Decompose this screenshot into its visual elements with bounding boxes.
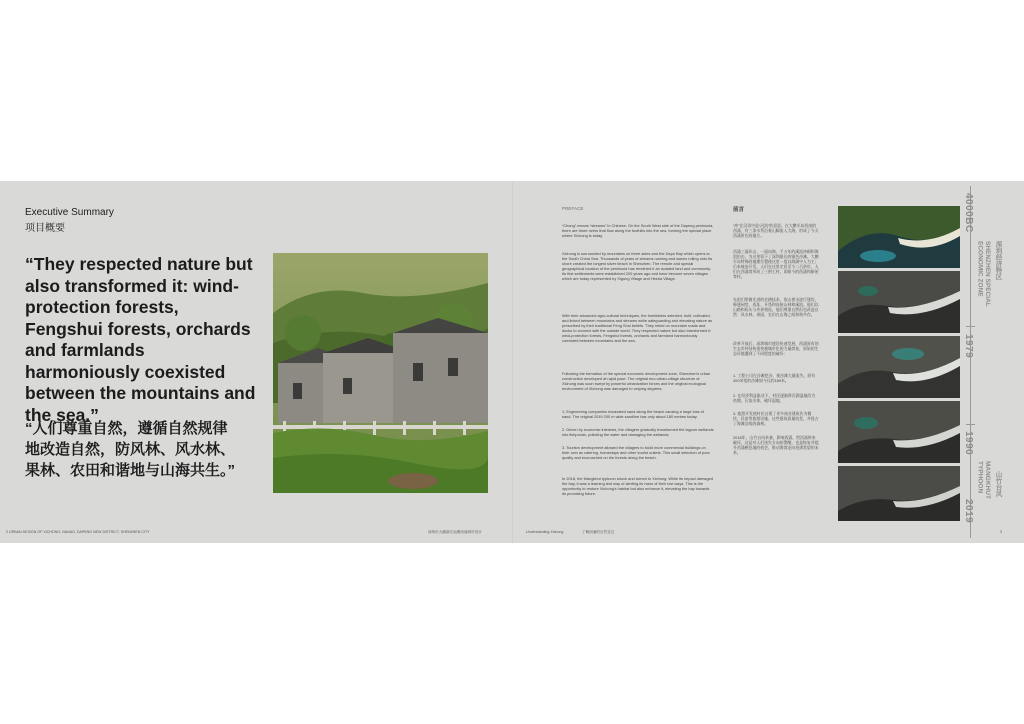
footer-left-page-cn: 深圳市大鹏新区南澳西涌城市设计 xyxy=(428,530,482,534)
satellite-image-3 xyxy=(838,336,960,398)
timeline-label-typhoon-cn: 山竹台风 xyxy=(994,471,1002,497)
timeline-year-2019: 2019 xyxy=(963,499,974,524)
timeline-tick-1990 xyxy=(966,424,975,425)
preface-para-3: With their advanced agro-cultural techniques, the forefathers selected, built, cultivated, and linked between mountains and streams while safeguarding and elevating nature as prescribed by their traditional Feng Shui beliefs. They relied on mountain roads and docks to connect with the outside world. They respected nature but also transformed it: wind-protection forests, Fengshui forests, orchards and farmland harmoniously coexisted between mountains and the sea. xyxy=(562,313,713,344)
preface-para-1: “Chong” means “streams” in Chinese. On the South West side of the Dapeng peninsula, there are three rivers that flow along the foothills into the sea, forming the special place where Xichong is today. xyxy=(562,223,714,239)
page-number: 3 xyxy=(1000,530,1002,534)
satellite-image-5 xyxy=(838,466,960,521)
preface-cn-list-1: 1. 工程公司在沙滩挖沙，使沙滩大量流失，原有200米宽的沙滩如今仅约180米。 xyxy=(733,373,816,384)
timeline-year-4000bc: 4000BC xyxy=(963,193,974,233)
preface-cn-para-3: 先祖们掌握先进的农耕技术，依山傍水进行建设，修建祠堂，选址、开垦和连接山林和溪流。他们以山路和码头与外界相连。他们尊重自然但也改造自然：风水林、果园、农田在山海之间和谐共存。 xyxy=(733,297,819,318)
footer-right-page-cn: 了解西涌的自然变迁 xyxy=(582,530,615,534)
timeline-label-typhoon: MANGKHUT TYPHOON xyxy=(976,461,991,499)
timeline-year-1990: 1990 xyxy=(963,431,974,456)
preface-list-3: 3. Tourism development allowed the villagers to build more commercial buildings on their own as catering, homestays and other tourist outlets. This small selection of poor quality and encroached on the forests along the beach. xyxy=(562,445,710,461)
preface-label: PREFACE xyxy=(562,206,584,211)
preface-cn-para-last: 2018年，山竹台风来袭，影响西涌，给西涌带来破坏，这是对人们迷失方向的警醒，也是恢复并提升西涌栖息地的机会，推动海湾走向充满希望的未来。 xyxy=(733,435,819,456)
preface-cn-list-2: 2. 在经济利益驱动下，村民逐渐将泻湖湿地改为鱼塘，污染水体，破坏湿地。 xyxy=(733,393,816,404)
page-gutter xyxy=(512,181,513,543)
footer-left-page: 2 URBAN DESIGN OF XICHONG, NANAO, DAPENG NEW DISTRICT, SHENZHEN CITY xyxy=(6,530,150,534)
timeline-year-1979: 1979 xyxy=(963,334,974,359)
preface-label-cn: 前言 xyxy=(733,207,745,213)
preface-para-2: Xichong is surrounded by mountains on three sides and the Dapo Bay which opens to the South China Sea. Thousands of years of streams running and waves rolling onto its shore created the longest silver beach in Shenzhen. The remote and special geographical location of the peninsula has rendered it an isolated land and community. Its first settlements were established 200 years ago and have become seven villages which are today represented by Xigong Village and Hesha Village. xyxy=(562,251,713,282)
executive-summary-title-cn: 项目概要 xyxy=(25,223,65,234)
satellite-image-2 xyxy=(838,271,960,333)
timeline-tick-1979 xyxy=(966,326,975,327)
preface-cn-list-3: 3. 旅游开发使村民自建了更多商业建筑作为餐饮、民宿等旅游设施，这些建筑质量较差，并侵占了海滩沿线的森林。 xyxy=(733,411,819,427)
footer-right-page: Understanding Xichong xyxy=(526,530,564,534)
preface-cn-para-1: “冲”在汉语中是“河流”的意思。在大鹏半岛西南的西涌，有三条水系沿着山脚流入大海，形成了今天西涌所在的地方。 xyxy=(733,223,819,239)
preface-para-5: In 2018, the Mangkhut typhoon struck and turned to Xichong. While its impact damaged the bay, it was a learning test way of alerting its harm of their lost ways. This is the opportunity to restore Xichong's habitat but also enhance it, elevating the bay towards its promising future. xyxy=(562,476,713,497)
preface-list-1: 1. Engineering companies excavated sand along the beach causing a large loss of sand. The original 2019 200 m wide sandline has only about 180 metres today. xyxy=(562,409,704,420)
pull-quote-en: “They respected nature but also transformed it: wind-protection forests, Fengshui forests, orchards and farmlands harmoniously coexisted between the mountains and the sea.” xyxy=(25,254,256,425)
satellite-image-4 xyxy=(838,401,960,463)
satellite-image-1 xyxy=(838,206,960,268)
village-photo xyxy=(273,253,488,493)
preface-cn-para-4: 改革开放后，深圳城市建设快速发展，西涌原有的生态乡村结构很快被城市化的力量席卷，原始的生态环境遭到了不同程度的破坏： xyxy=(733,341,819,357)
timeline-label-sez: SHENZHEN SPECIAL ECONOMIC ZONE xyxy=(976,241,991,307)
preface-list-2: 2. Driven by economic interests, the villagers gradually transformed the lagoon wetlands into fishponds, polluting the water and damaging the wetlands. xyxy=(562,427,714,438)
preface-cn-para-2: 西涌三面环山，一面向海，千万年的溪流冲刷和海浪拍击，为这里留下了深圳最长的银色沙滩。大鹏半岛特殊的地理位置使这里一度以海湖中人为主；后来被迫开发，人们在这里定居至今二百余年，人们在西涌湾形成了三围七村，即如今的西涌和新屋等村。 xyxy=(733,249,819,280)
book-spread xyxy=(0,181,1024,543)
timeline-axis xyxy=(970,186,971,538)
timeline-label-sez-cn: 深圳经济特区 xyxy=(994,241,1002,280)
preface-para-4: Following the formation of the special economic development zone, Shenzhen's urban construction developed at rapid pace. The original eco-urban-village structure of Xichong was soon swept by powerful urbanization forces and the original ecological environment of Xichong was damaged to varying degrees: xyxy=(562,371,711,392)
pull-quote-cn: “人们尊重自然，遵循自然规律地改造自然，防风林、风水林、果林、农田和谐地与山海共生。” xyxy=(25,420,236,479)
executive-summary-title: Executive Summary xyxy=(25,207,114,218)
